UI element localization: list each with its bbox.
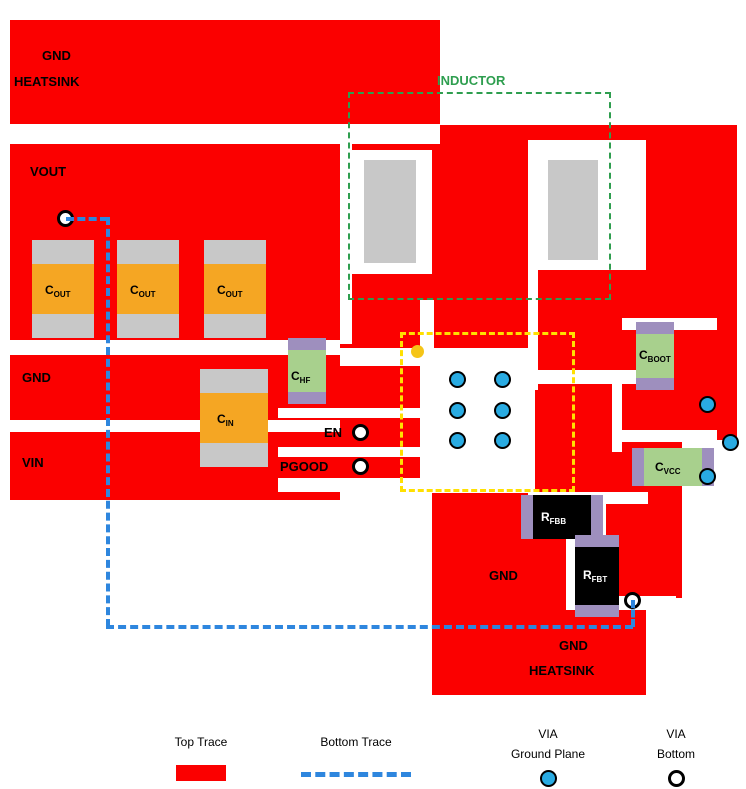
cout3-label: $C_{OUT}$ bbox=[217, 283, 243, 299]
via-ground-5 bbox=[449, 432, 466, 449]
ic-outline bbox=[400, 332, 575, 492]
label-gnd-heatsink-top-line1: GND bbox=[42, 48, 71, 63]
gap-right-lower bbox=[646, 598, 737, 695]
cout2-pad-bottom bbox=[117, 314, 179, 338]
inductor-label: INDUCTOR bbox=[437, 73, 506, 88]
via-ground-6 bbox=[494, 432, 511, 449]
bottom-trace-vout-v bbox=[106, 217, 110, 627]
ic-pin1-marker bbox=[411, 345, 424, 358]
cout1-pad-bottom bbox=[32, 314, 94, 338]
label-en: EN bbox=[324, 425, 343, 440]
cin-body bbox=[200, 393, 268, 443]
cout1-pad-top bbox=[32, 240, 94, 264]
rfbt-pad-top bbox=[575, 535, 619, 547]
via-ground-3 bbox=[449, 402, 466, 419]
legend-via-ground-label-line1: VIA bbox=[538, 727, 558, 741]
gap-right-vcc-channel bbox=[612, 382, 622, 452]
label-vout: VOUT bbox=[30, 164, 67, 179]
label-gnd-heatsink-bottom-line1: GND bbox=[559, 638, 588, 653]
rfbt-pad-bottom bbox=[575, 605, 619, 617]
via-bottom-en bbox=[352, 424, 369, 441]
cvcc-pad-left bbox=[632, 448, 644, 486]
cout3-pad-top bbox=[204, 240, 266, 264]
legend-via-ground-label-line2: Ground Plane bbox=[510, 747, 586, 761]
label-pgood: PGOOD bbox=[280, 459, 329, 474]
cboot-pad-top bbox=[636, 322, 674, 334]
chf-pad-bottom bbox=[288, 392, 326, 404]
via-ground-1 bbox=[449, 371, 466, 388]
cvcc-label: $C_{VCC}$ bbox=[655, 460, 681, 476]
legend-via-bottom-swatch bbox=[668, 770, 685, 787]
cin-pad-bottom bbox=[200, 443, 268, 467]
legend-bottom-trace-swatch bbox=[301, 772, 411, 777]
rfbb-pad-right bbox=[591, 495, 603, 539]
gap-pgood-row bbox=[278, 447, 420, 457]
gap-3 bbox=[10, 420, 340, 432]
bottom-trace-fb-h bbox=[106, 625, 633, 629]
cin-pad-top bbox=[200, 369, 268, 393]
via-bottom-pgood bbox=[352, 458, 369, 475]
chf-pad-top bbox=[288, 338, 326, 350]
rfbb-pad-left bbox=[521, 495, 533, 539]
bottom-trace-fb-v bbox=[631, 600, 635, 627]
label-gnd-right: GND bbox=[489, 568, 518, 583]
cout2-pad-top bbox=[117, 240, 179, 264]
cboot-pad-bottom bbox=[636, 378, 674, 390]
label-gnd-heatsink-bottom-line2: HEATSINK bbox=[529, 663, 595, 678]
cboot-label: $C_{BOOT}$ bbox=[639, 348, 671, 364]
cout1-label: $C_{OUT}$ bbox=[45, 283, 71, 299]
legend-via-bottom-label-line1: VIA bbox=[666, 727, 686, 741]
gap-en-row bbox=[278, 408, 420, 418]
label-gnd-heatsink-top-line2: HEATSINK bbox=[14, 74, 80, 89]
cout2-label: $C_{OUT}$ bbox=[130, 283, 156, 299]
label-vin: VIN bbox=[22, 455, 44, 470]
bottom-trace-vout-h bbox=[66, 217, 108, 221]
rfbb-label: $R_{FBB}$ bbox=[541, 510, 567, 526]
legend-via-bottom-label-line2: Bottom bbox=[656, 747, 695, 761]
via-ground-8 bbox=[722, 434, 739, 451]
rfbt-label: $R_{FBT}$ bbox=[583, 568, 608, 584]
cout3-pad-bottom bbox=[204, 314, 266, 338]
chf-label: $C_{HF}$ bbox=[291, 369, 311, 385]
legend-via-ground-swatch bbox=[540, 770, 557, 787]
legend-top-trace-swatch bbox=[176, 765, 226, 781]
cin-label: $C_{IN}$ bbox=[217, 412, 234, 428]
label-gnd-mid: GND bbox=[22, 370, 51, 385]
via-ground-2 bbox=[494, 371, 511, 388]
legend-bottom-trace-label: Bottom Trace bbox=[320, 735, 392, 749]
inductor-outline bbox=[348, 92, 611, 300]
via-ground-4 bbox=[494, 402, 511, 419]
via-ground-9 bbox=[699, 468, 716, 485]
via-ground-7 bbox=[699, 396, 716, 413]
gap-pgood-bottom bbox=[278, 478, 420, 492]
legend-top-trace-label: Top Trace bbox=[174, 735, 228, 749]
